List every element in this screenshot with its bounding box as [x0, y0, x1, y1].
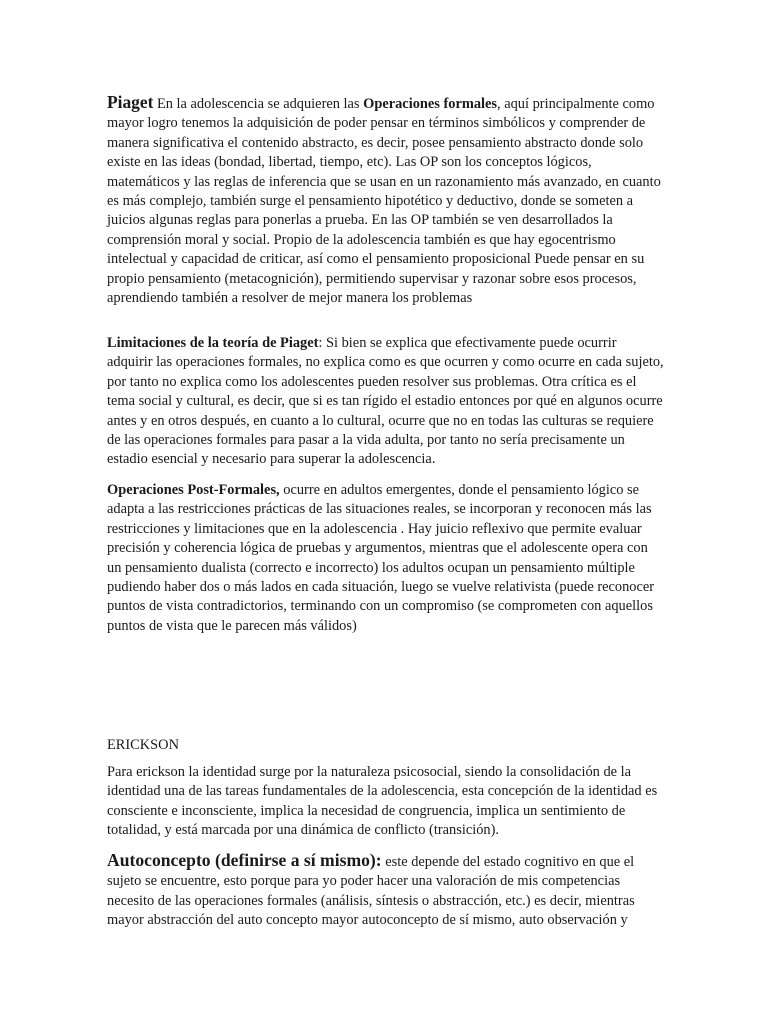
paragraph-text: ocurre en adultos emergentes, donde el pensamiento lógico se adapta a las restricciones prácticas de las situaciones reales, se incorporan y reconocen más las restricciones y limitaciones que en la adolescencia . Hay juicio reflexivo que permite evaluar precisión y coherencia lógica de pruebas y argumentos, mientras que el adolescente opera con un pensamiento dualista (correcto e incorrecto) los adultos ocupan un pensamiento múltiple pudiendo haber dos o más lados en cada situación, luego se vuelve relativista (puede reconocer puntos de vista contradictorios, terminando con un compromiso (se comprometen con aquellos puntos de vista que le parecen más válidos) — [107, 482, 655, 634]
paragraph-heading-piaget: Piaget — [107, 92, 154, 112]
paragraph-text: : Si bien se explica que efectivamente puede ocurrir adquirir las operaciones formales, no explica como es que ocurren y como ocurre en cada sujeto, por tanto no explica como los adolescentes pueden resolver sus problemas. Otra crítica es el tema social y cultural, es decir, que si es tan rígido el estadio entonces por qué en algunos ocurre antes y en otros después, en cuanto a lo cultural, ocurre que no en todas las culturas se requiere de las operaciones formales para pasar a la vida adulta, por tanto no sería precisamente un estadio esencial y necesario para superar la adolescencia. — [107, 335, 664, 468]
paragraph-text: En la adolescencia se adquieren las — [153, 96, 364, 112]
bold-term-operaciones-formales: Operaciones formales — [363, 96, 498, 112]
paragraph-post-formales — [107, 481, 665, 636]
paragraph-piaget — [107, 93, 665, 308]
paragraph-heading-autoconcepto: Autoconcepto (definirse a sí mismo): — [107, 850, 382, 870]
paragraph-heading-limitaciones: Limitaciones de la teoría de Piaget — [107, 335, 319, 351]
paragraph-heading-post-formales: Operaciones Post-Formales, — [107, 482, 280, 498]
paragraph-limitaciones — [107, 334, 665, 470]
paragraph-erickson-identidad: Para erickson la identidad surge por la naturaleza psicosocial, siendo la consolidación de la identidad una de las tareas fundamentales de la adolescencia, esta concepción de la identidad es consciente e inconsciente, implica la necesidad de congruencia, implica un sentimiento de totalidad, y está marcada por una dinámica de conflicto (transición). — [107, 764, 658, 839]
paragraph-text: este depende del estado cognitivo en que el sujeto se encuentre, esto porque para yo poder hacer una valoración de mis competencias necesito de las operaciones formales (análisis, síntesis o abstracción, etc.) es decir, mientras mayor abstracción del auto concepto mayor autoconcepto de sí mismo, auto observación y — [107, 854, 635, 929]
section-heading-erickson: ERICKSON — [107, 737, 179, 753]
paragraph-text: , aquí principalmente como mayor logro tenemos la adquisición de poder pensar en términos simbólicos y comprender de manera significativa el contenido abstracto, es decir, posee pensamiento abstracto donde solo existe en las ideas (bondad, libertad, tiempo, etc). Las OP son los conceptos lógicos, matemáticos y las reglas de inferencia que se usan en un razonamiento más avanzado, en cuanto es más complejo, también surge el pensamiento hipotético y deductivo, donde se someten a juicios algunas reglas para ponerlas a prueba. En las OP también se ven desarrollados la comprensión moral y social. Propio de la adolescencia también es que hay egocentrismo intelectual y capacidad de criticar, así como el pensamiento proposicional Puede pensar en su propio pensamiento (metacognición), permitiendo supervisar y razonar sobre esos procesos, aprendiendo también a resolver de mejor manera los problemas — [107, 96, 661, 307]
paragraph-autoconcepto — [107, 851, 665, 931]
